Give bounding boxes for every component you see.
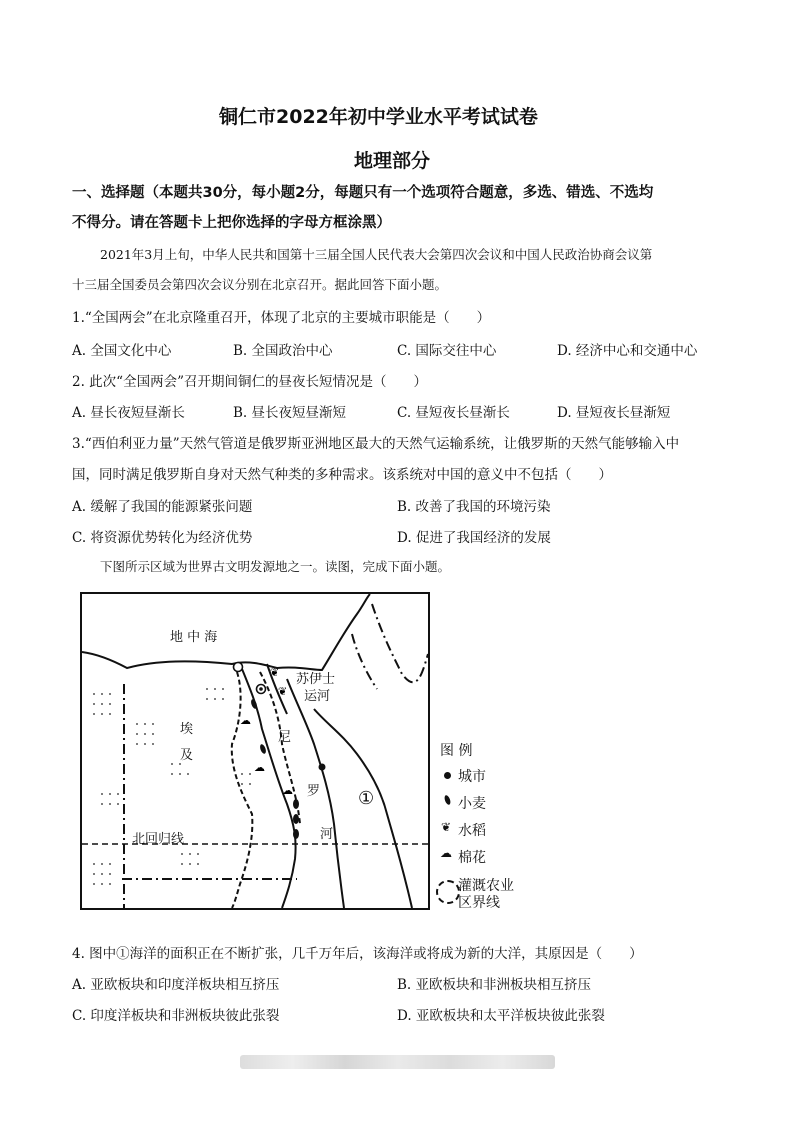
wheat-legend-icon xyxy=(443,794,451,805)
irrigation-legend-icon xyxy=(436,880,460,904)
city-marker xyxy=(234,663,243,672)
question-2-stem: 2. 此次“全国两会”召开期间铜仁的昼夜长短情况是（ ） xyxy=(72,374,427,390)
question-4-stem: 4. 图中①海洋的面积正在不断扩张，几千万年后，该海洋或将成为新的大洋，其原因是（ ） xyxy=(72,946,643,962)
cotton-symbol: ☁ xyxy=(282,784,293,797)
section-heading-line2: 不得分。请在答题卡上把你选择的字母方框涂黑） xyxy=(72,215,391,231)
question-3-stem-line1: 3.“西伯利亚力量”天然气管道是俄罗斯亚洲地区最大的天然气运输系统，让俄罗斯的天然气能够输入中 xyxy=(72,436,680,452)
border-east xyxy=(372,604,428,682)
question-1-option-b: B. 全国政治中心 xyxy=(233,343,333,359)
page-title: 铜仁市2022年初中学业水平考试试卷 xyxy=(219,106,538,128)
question-1-option-c: C. 国际交往中心 xyxy=(397,343,497,359)
question-2-option-b: B. 昼长夜短昼渐短 xyxy=(233,405,347,421)
sea-marker-1: ① xyxy=(358,788,375,809)
rice-legend-icon: ❦ xyxy=(441,820,452,834)
city-legend-icon xyxy=(444,772,451,779)
question-4-option-b: B. 亚欧板块和非洲板块相互挤压 xyxy=(397,977,592,993)
legend-irrigation-2: 区界线 xyxy=(458,895,500,911)
suez-canal-label-2: 运河 xyxy=(304,689,331,704)
question-3-option-c: C. 将资源优势转化为经济优势 xyxy=(72,530,253,546)
egypt-label-1: 埃 xyxy=(180,722,194,737)
question-1-option-a: A. 全国文化中心 xyxy=(72,343,172,359)
mediterranean-label: 地 中 海 xyxy=(170,630,218,645)
question-4-option-c: C. 印度洋板块和非洲板块彼此张裂 xyxy=(72,1008,280,1024)
question-3-option-b: B. 改善了我国的环境污染 xyxy=(397,499,551,515)
nile-label-1: 尼 xyxy=(278,730,292,745)
legend-title: 图 例 xyxy=(440,743,473,759)
suez-canal-label-1: 苏伊士 xyxy=(296,672,336,687)
question-3-stem-line2: 国，同时满足俄罗斯自身对天然气种类的多种需求。该系统对中国的意义中不包括（ ） xyxy=(72,467,612,483)
question-4-option-a: A. 亚欧板块和印度洋板块相互挤压 xyxy=(72,977,280,993)
rice-symbol: ❦ xyxy=(270,666,280,679)
wheat-symbol xyxy=(259,743,267,754)
wheat-symbol xyxy=(293,829,299,839)
city-marker xyxy=(319,764,326,771)
nile-region-map xyxy=(80,592,430,910)
question-3-option-d: D. 促进了我国经济的发展 xyxy=(397,530,551,546)
question-3-option-a: A. 缓解了我国的能源紧张问题 xyxy=(72,499,253,515)
wheat-symbol xyxy=(293,814,299,824)
legend-city: 城市 xyxy=(458,769,486,785)
desert-dots xyxy=(93,688,251,885)
irrigation-boundary xyxy=(232,672,253,908)
mediterranean-coastline xyxy=(82,594,370,670)
question-2-option-a: A. 昼长夜短昼渐长 xyxy=(72,405,185,421)
page-subtitle: 地理部分 xyxy=(354,150,431,172)
legend-irrigation-1: 灌溉农业 xyxy=(458,878,514,894)
question-2-option-d: D. 昼短夜长昼渐短 xyxy=(557,405,671,421)
egypt-label-2: 及 xyxy=(180,748,194,763)
question-1-option-d: D. 经济中心和交通中心 xyxy=(557,343,698,359)
nile-label-3: 河 xyxy=(320,827,334,842)
wheat-symbol xyxy=(293,799,299,809)
cotton-symbol: ☁ xyxy=(240,714,251,727)
cotton-legend-icon: ☁ xyxy=(440,846,452,860)
intro-text-line2: 十三届全国委员会第四次会议分别在北京召开。据此回答下面小题。 xyxy=(72,277,448,292)
legend-cotton: 棉花 xyxy=(458,850,486,866)
cotton-symbol: ☁ xyxy=(254,761,265,774)
legend-wheat: 小麦 xyxy=(458,796,486,812)
legend-rice: 水稻 xyxy=(458,823,486,839)
tropic-label: 北回归线 xyxy=(132,832,185,847)
question-1-stem: 1.“全国两会”在北京隆重召开，体现了北京的主要城市职能是（ ） xyxy=(72,310,491,326)
blurred-footer xyxy=(240,1055,555,1069)
question-2-option-c: C. 昼短夜长昼渐长 xyxy=(397,405,510,421)
map-drawing xyxy=(82,594,428,908)
intro-text-line1: 2021年3月上旬，中华人民共和国第十三届全国人民代表大会第四次会议和中国人民政治协商会议第 xyxy=(100,247,653,262)
question-4-option-d: D. 亚欧板块和太平洋板块彼此张裂 xyxy=(397,1008,605,1024)
rice-symbol: ❦ xyxy=(278,685,288,698)
nile-label-2: 罗 xyxy=(307,784,321,799)
section-heading-line1: 一、选择题（本题共30分，每小题2分，每题只有一个选项符合题意，多选、错选、不选均 xyxy=(72,185,654,201)
map-intro-text: 下图所示区域为世界古文明发源地之一。读图，完成下面小题。 xyxy=(100,559,451,574)
